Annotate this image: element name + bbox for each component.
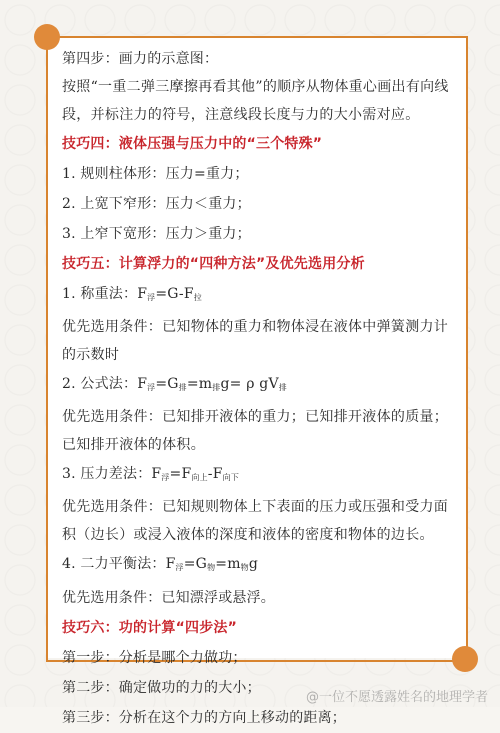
tip4-item-1: 1. 规则柱体形：压力=重力； bbox=[62, 166, 249, 182]
method4-condition: 优先选用条件：已知漂浮或悬浮。 bbox=[62, 590, 275, 606]
method4-formula: 4. 二力平衡法：$F_浮=G_物=m_物g$ bbox=[62, 556, 259, 572]
document-content bbox=[62, 44, 457, 733]
watermark: @一位不愿透露姓名的地理学者 bbox=[305, 690, 488, 705]
tip6-step-3: 第三步：分析在这个力的方向上移动的距离； bbox=[62, 710, 346, 726]
tip6-step-1: 第一步：分析是哪个力做功； bbox=[62, 650, 247, 666]
tip6-heading: 技巧六：功的计算“四步法” bbox=[62, 620, 238, 636]
step4-heading: 第四步：画力的示意图： bbox=[62, 51, 219, 67]
frame-right-line bbox=[466, 36, 468, 656]
tip4-heading: 技巧四：液体压强与压力中的“三个特殊” bbox=[62, 136, 323, 152]
method1-condition: 优先选用条件：已知物体的重力和物体浸在液体中弹簧测力计的示数时 bbox=[62, 319, 449, 363]
method2-formula: 2. 公式法：$F_浮=G_排=m_排g= \rho$ $gV_排$ bbox=[62, 376, 287, 392]
method3-formula: 3. 压力差法：$F_浮=F_{向上}-F_{向下}$ bbox=[62, 466, 240, 482]
tip6-step-2: 第二步：确定做功的力的大小； bbox=[62, 680, 261, 696]
method2-condition: 优先选用条件：已知排开液体的重力；已知排开液体的质量；已知排开液体的体积。 bbox=[62, 409, 449, 453]
tip5-heading: 技巧五：计算浮力的“四种方法”及优先选用分析 bbox=[62, 256, 365, 272]
frame-left-line bbox=[46, 36, 48, 661]
tip4-item-2: 2. 上宽下窄形：压力＜重力； bbox=[62, 196, 251, 212]
top-left-dot bbox=[34, 24, 60, 50]
tip4-item-3: 3. 上窄下宽形：压力＞重力； bbox=[62, 226, 251, 242]
method1-formula: 1. 称重法：$F_浮=G-F_拉$ bbox=[62, 286, 202, 302]
frame-top-line bbox=[46, 36, 468, 38]
method3-condition: 优先选用条件：已知规则物体上下表面的压力或压强和受力面积（边长）或浸入液体的深度和液体的密度和物体的边长。 bbox=[62, 499, 449, 543]
step4-paragraph: 按照“一重二弹三摩擦再看其他”的顺序从物体重心画出有向线段，并标注力的符号，注意线段长度与力的大小需对应。 bbox=[62, 79, 449, 123]
